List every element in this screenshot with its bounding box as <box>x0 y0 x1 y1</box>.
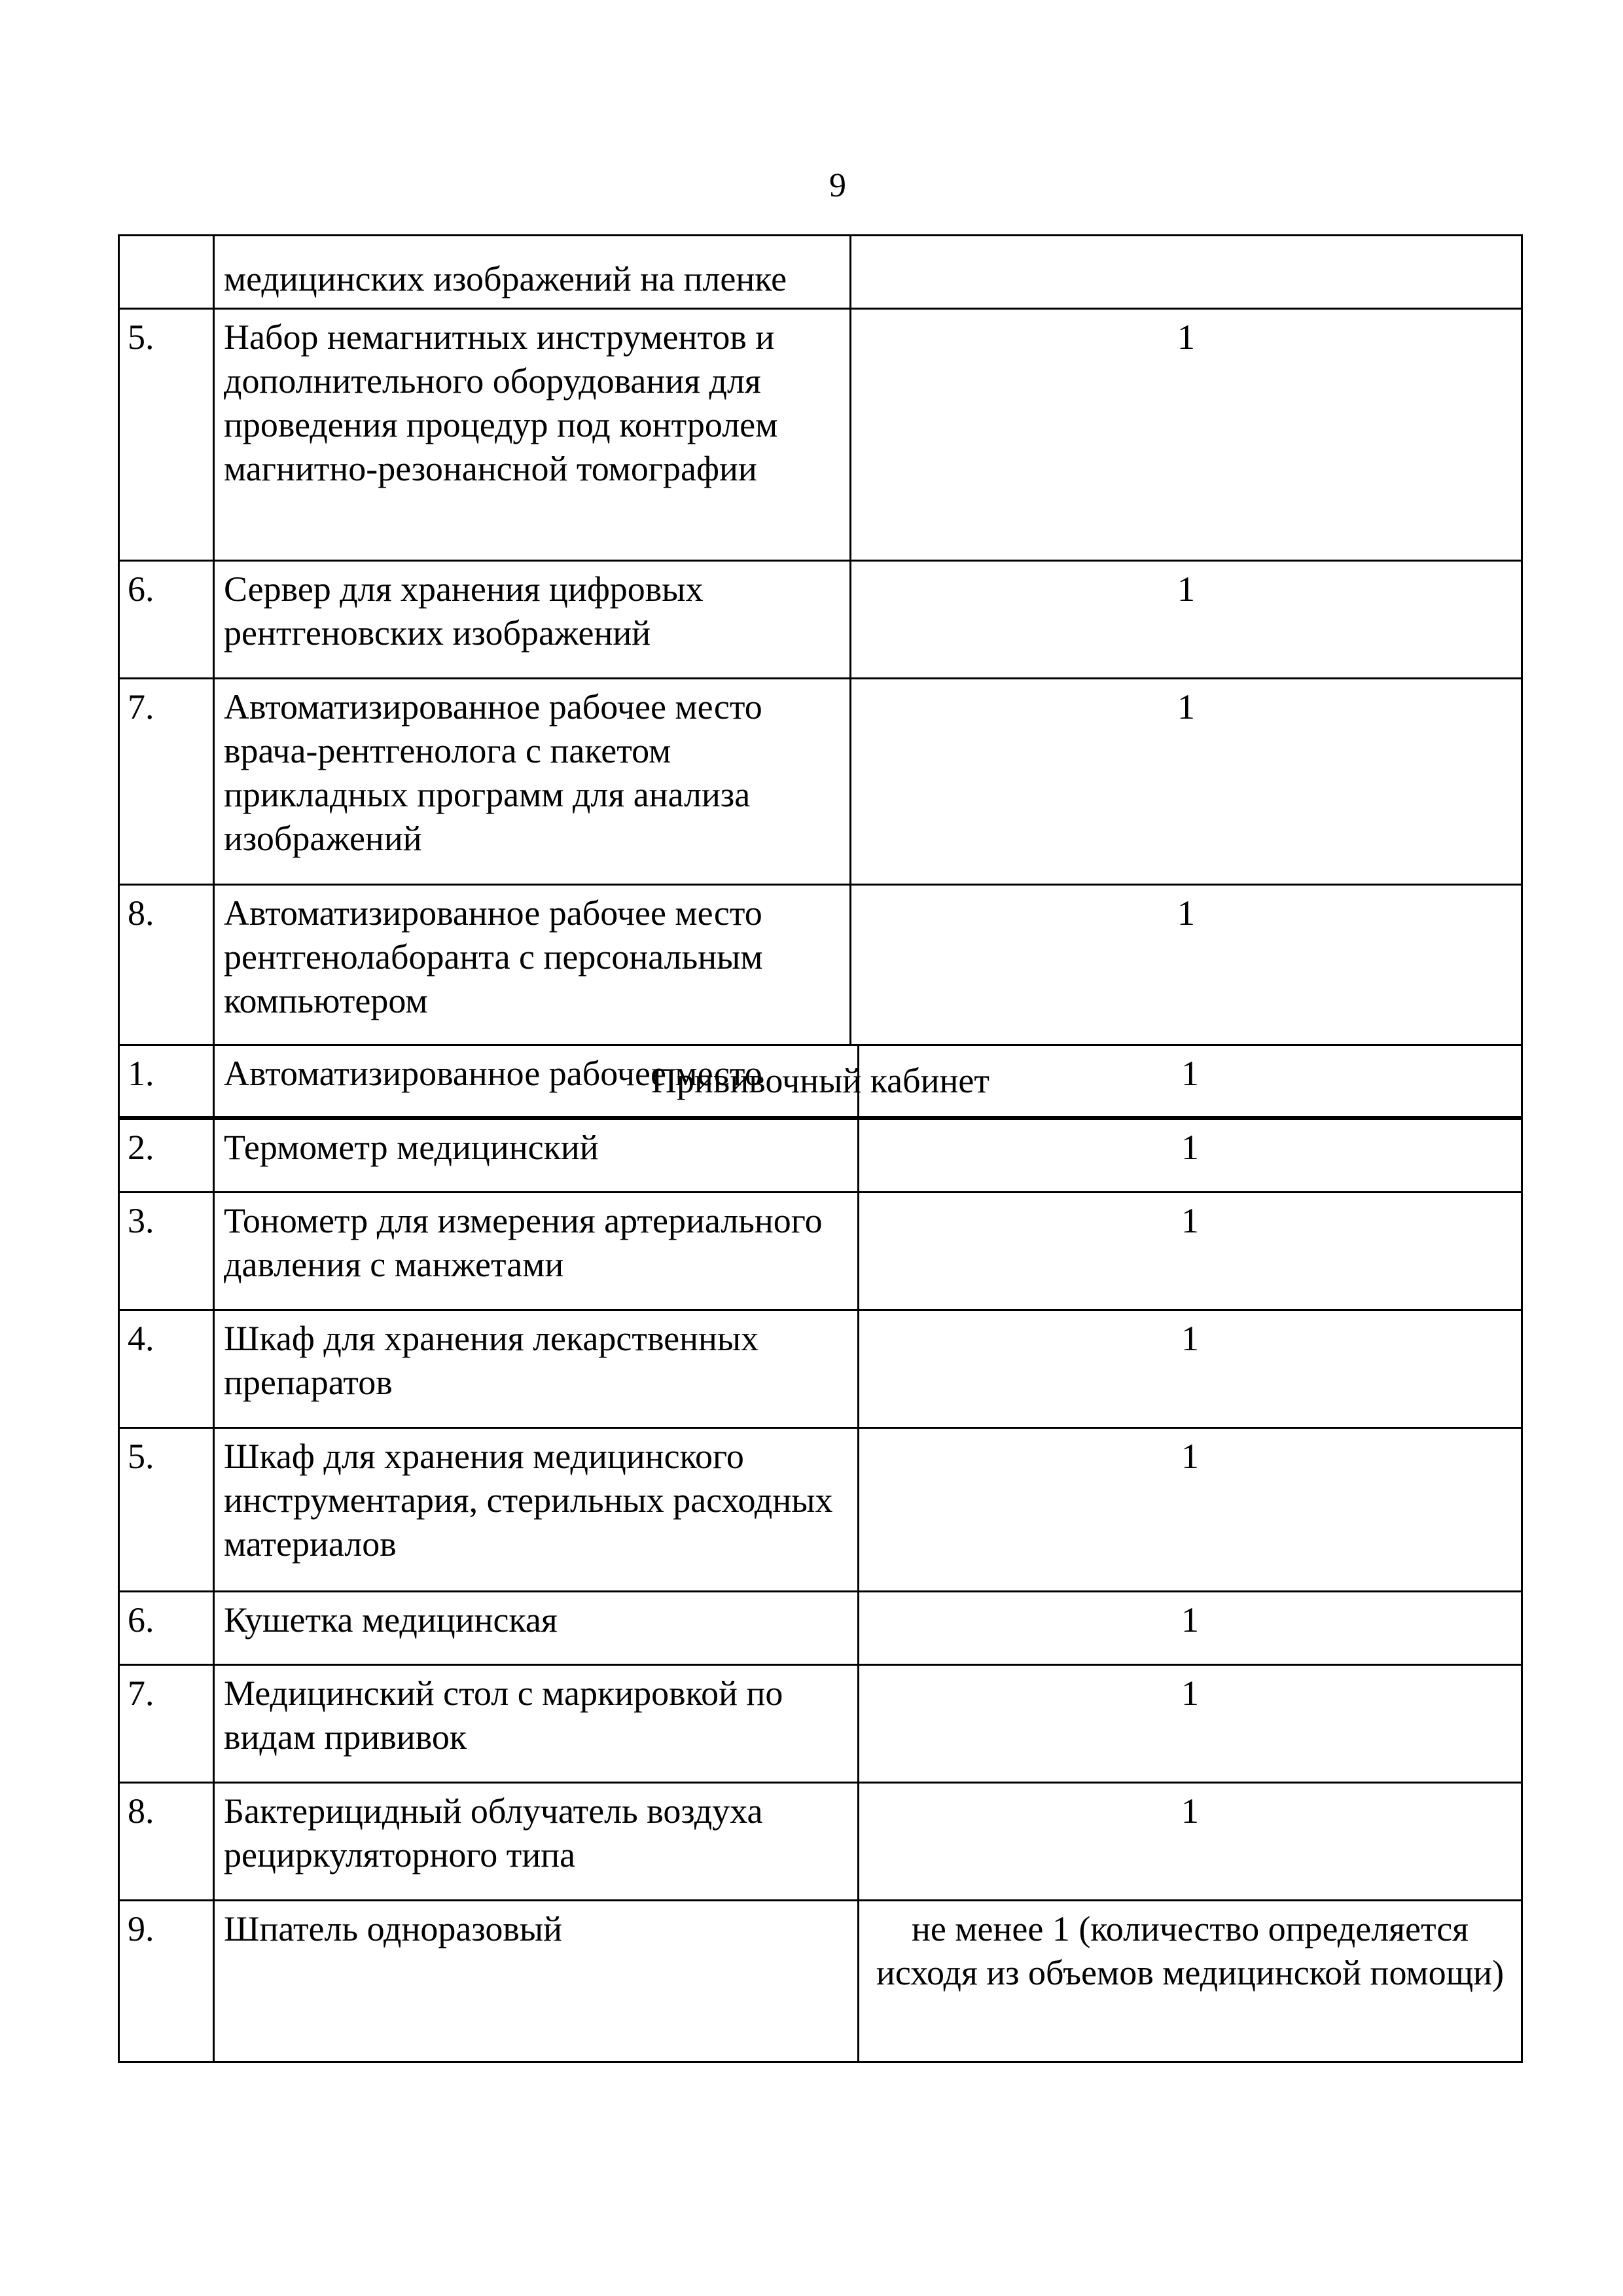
quantity-cell: 1 <box>859 1045 1522 1119</box>
equipment-name-cell: Набор немагнитных инструментов и дополнительного оборудования для проведения процедур под контролем магнитно-резонансной томографии <box>214 309 851 561</box>
table-row <box>119 1592 1522 1665</box>
section-title: Прививочный кабинет <box>119 1045 1522 1117</box>
page-number: 9 <box>829 167 846 204</box>
row-number-cell: 6. <box>119 561 214 679</box>
quantity-cell: 1 <box>851 885 1522 1045</box>
equipment-name-cell: Шкаф для хранения медицинского инструментария, стерильных расходных материалов <box>214 1428 859 1592</box>
row-number-cell: 3. <box>119 1193 214 1310</box>
row-number-cell: 7. <box>119 1665 214 1783</box>
row-number-cell: 1. <box>119 1045 214 1119</box>
quantity-cell: 1 <box>859 1665 1522 1783</box>
row-number-cell: 5. <box>119 1428 214 1592</box>
equipment-name-cell: Автоматизированное рабочее место <box>214 1045 859 1119</box>
row-number-cell: 7. <box>119 679 214 885</box>
equipment-name-cell: Автоматизированное рабочее место врача-рентгенолога с пакетом прикладных программ для анализа изображений <box>214 679 851 885</box>
quantity-cell <box>851 236 1522 309</box>
table-row <box>119 309 1522 561</box>
table-row <box>119 1428 1522 1592</box>
equipment-table-continued <box>118 234 1523 1118</box>
quantity-cell: не менее 1 (количество определяется исходя из объемов медицинской помощи) <box>859 1901 1522 2062</box>
table-row <box>119 885 1522 1045</box>
quantity-cell: 1 <box>859 1119 1522 1193</box>
row-number-cell <box>119 236 214 309</box>
equipment-name-cell: медицинских изображений на пленке <box>214 236 851 309</box>
equipment-name-cell: Сервер для хранения цифровых рентгеновских изображений <box>214 561 851 679</box>
quantity-cell: 1 <box>851 561 1522 679</box>
table-row <box>119 679 1522 885</box>
equipment-name-cell: Бактерицидный облучатель воздуха рециркуляторного типа <box>214 1783 859 1901</box>
equipment-name-cell: Шпатель одноразовый <box>214 1901 859 2062</box>
table-row <box>119 1193 1522 1310</box>
quantity-cell: 1 <box>859 1783 1522 1901</box>
row-number-cell: 8. <box>119 1783 214 1901</box>
table-row <box>119 561 1522 679</box>
quantity-cell: 1 <box>859 1428 1522 1592</box>
table-row <box>119 1783 1522 1901</box>
quantity-cell: 1 <box>851 309 1522 561</box>
quantity-cell: 1 <box>851 679 1522 885</box>
row-number-cell: 8. <box>119 885 214 1045</box>
table-row <box>119 1665 1522 1783</box>
table-row <box>119 1901 1522 2062</box>
equipment-name-cell: Автоматизированное рабочее место рентгенолаборанта с персональным компьютером <box>214 885 851 1045</box>
row-number-cell: 6. <box>119 1592 214 1665</box>
row-number-cell: 9. <box>119 1901 214 2062</box>
quantity-cell: 1 <box>859 1592 1522 1665</box>
table-row <box>119 1310 1522 1428</box>
equipment-name-cell: Медицинский стол с маркировкой по видам прививок <box>214 1665 859 1783</box>
quantity-cell: 1 <box>859 1193 1522 1310</box>
equipment-name-cell: Шкаф для хранения лекарственных препаратов <box>214 1310 859 1428</box>
table-row <box>119 1119 1522 1193</box>
equipment-name-cell: Тонометр для измерения артериального давления с манжетами <box>214 1193 859 1310</box>
table-row <box>119 236 1522 309</box>
vaccination-room-table <box>118 1044 1523 2063</box>
equipment-name-cell: Термометр медицинский <box>214 1119 859 1193</box>
row-number-cell: 5. <box>119 309 214 561</box>
quantity-cell: 1 <box>859 1310 1522 1428</box>
table-row <box>119 1045 1522 1119</box>
equipment-name-cell: Кушетка медицинская <box>214 1592 859 1665</box>
row-number-cell: 4. <box>119 1310 214 1428</box>
row-number-cell: 2. <box>119 1119 214 1193</box>
